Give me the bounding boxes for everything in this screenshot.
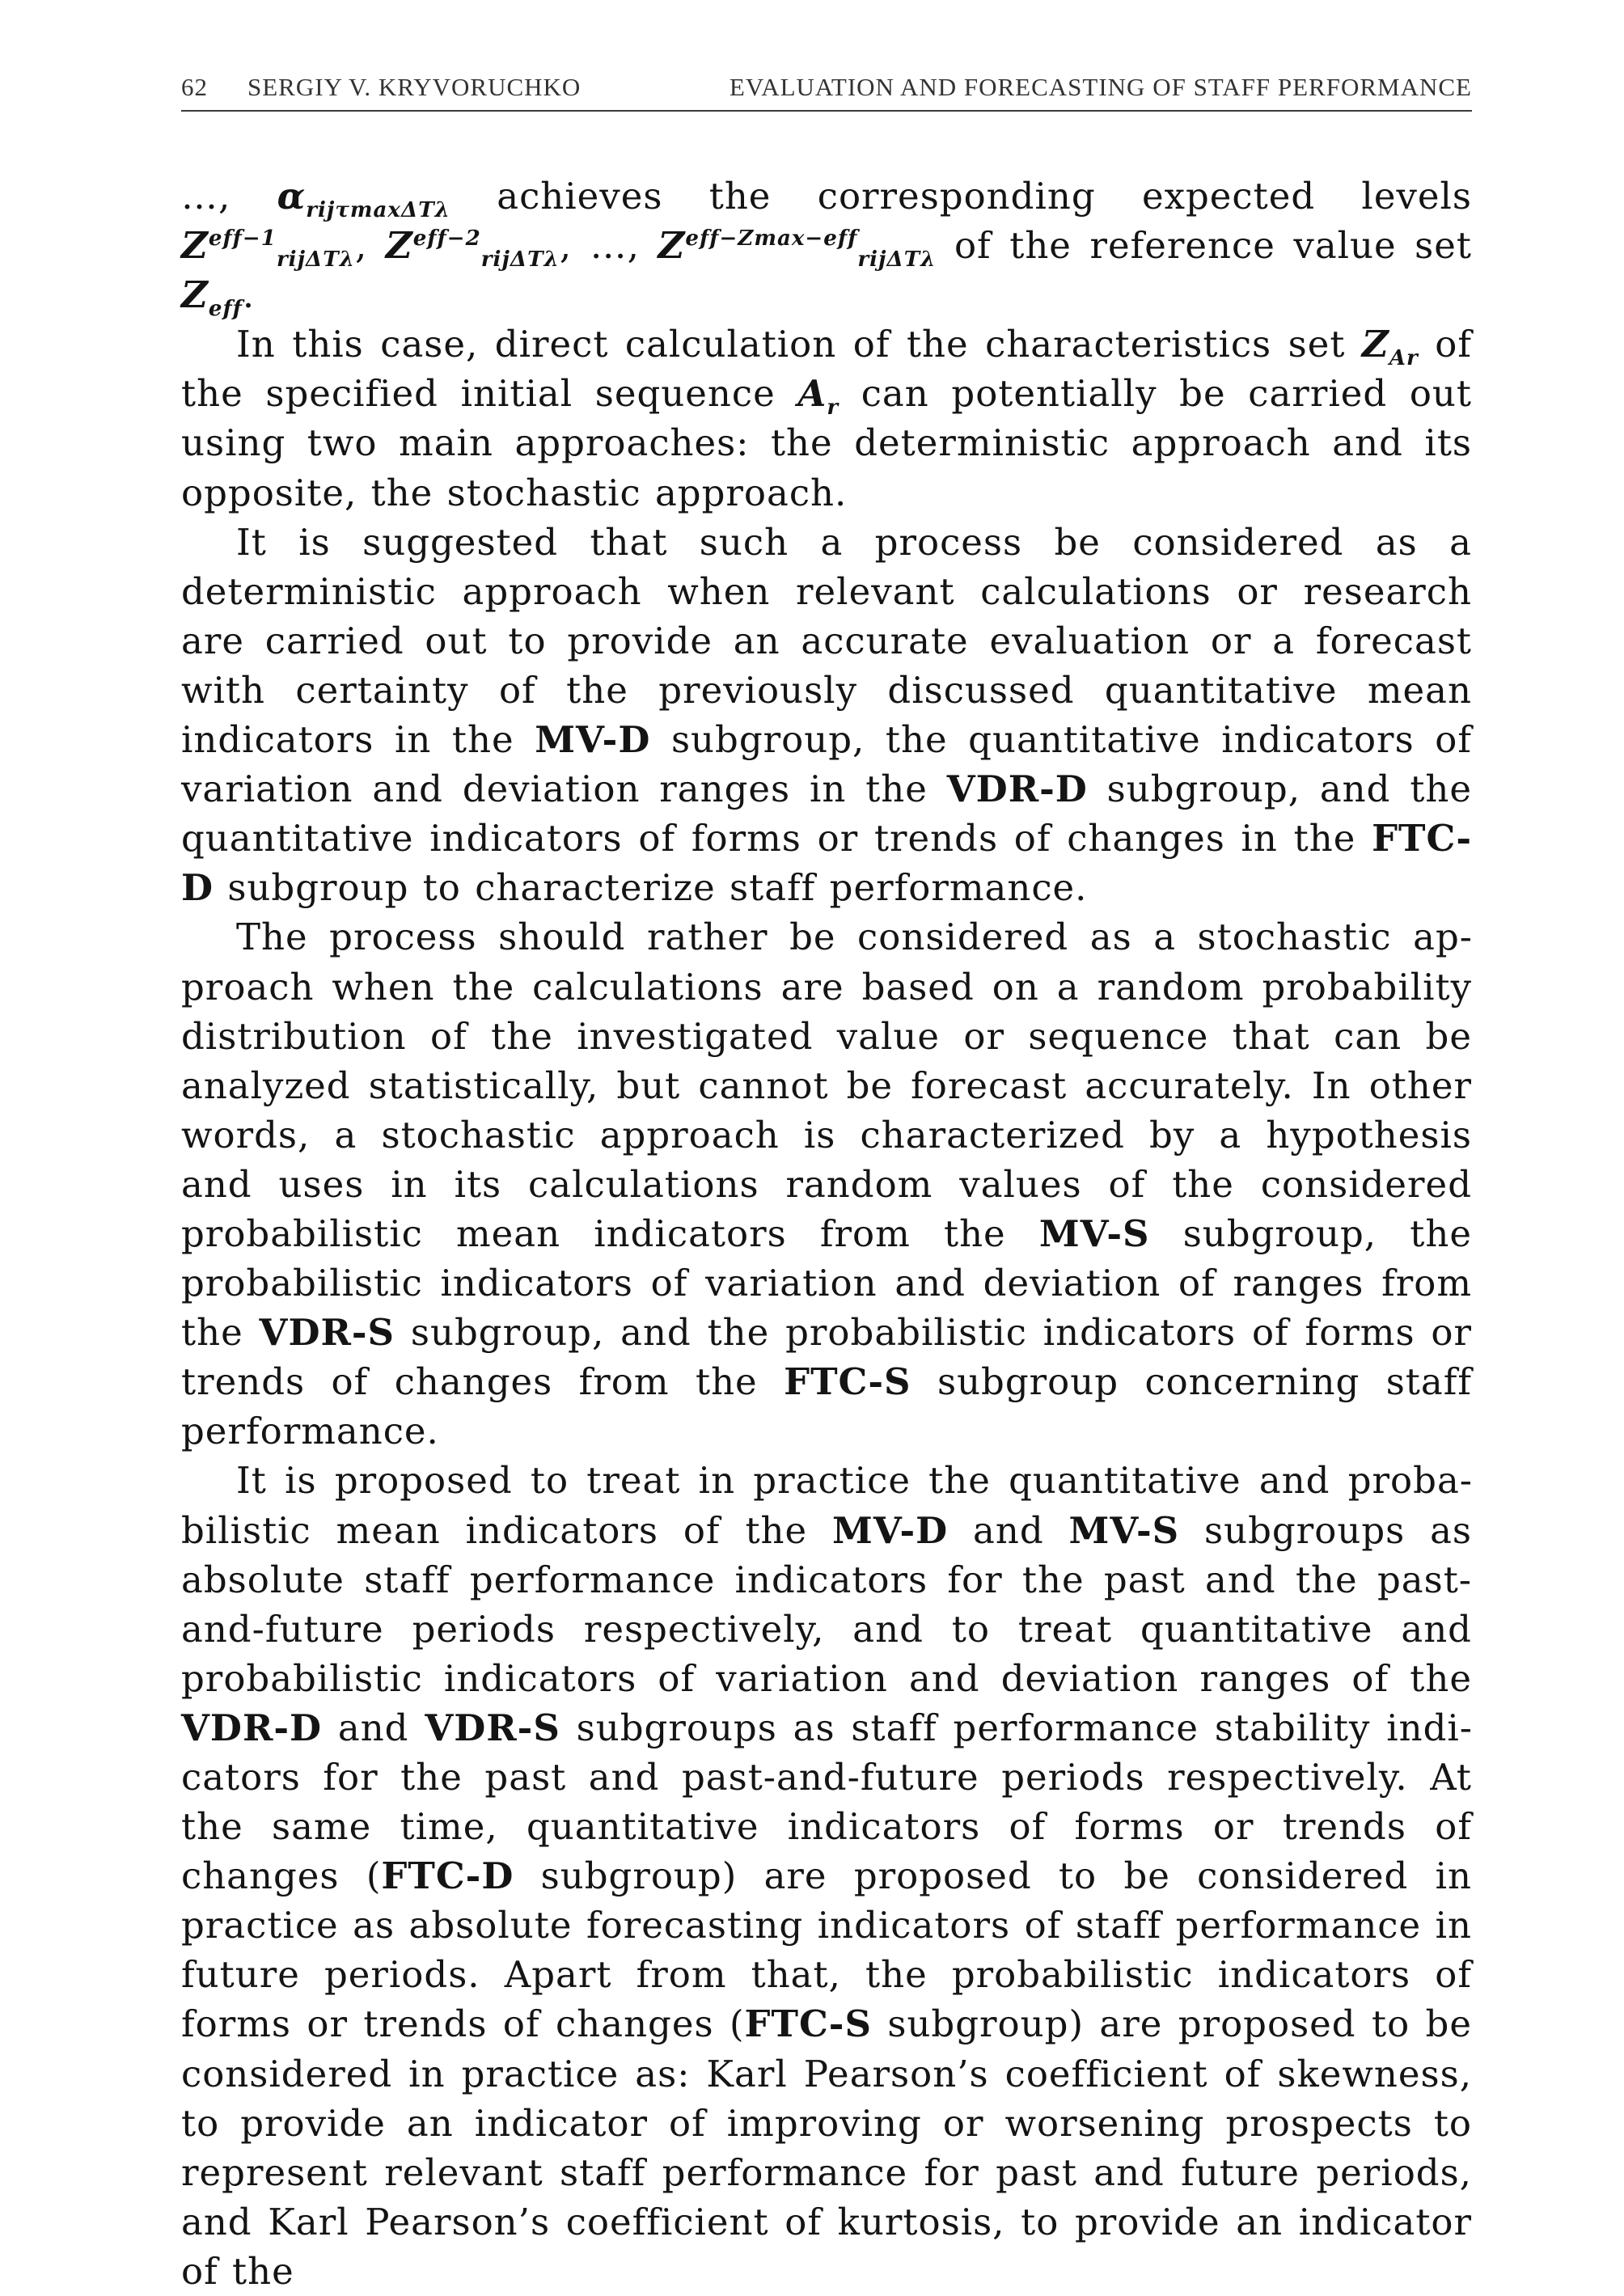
term-ftc-d: FTC-D — [181, 817, 1472, 910]
term-ftc-s: FTC-S — [744, 2002, 872, 2046]
paragraph-3: It is suggested that such a process be considered as a deterministic approach when relevant calculations or research are carried out to provide an accurate evaluation or a forecast with certainty of the previously discussed quantitative mean indicators in the MV-D subgroup, the quantitative indicators of variation and deviation ranges in the VDR-D subgroup, and the quantitative indicators of forms or trends of changes in the FTC-D subgroup to characterize staff performance. — [181, 520, 1473, 910]
term-vdr-s: VDR-S — [425, 1706, 560, 1749]
math-z-eff-max: $Z^{eff-Zmax-eff}_{rij\Delta T\lambda}$ — [658, 224, 937, 273]
term-mv-s: MV-S — [1038, 1211, 1150, 1255]
math-z-eff: $Z_{eff}$ — [181, 273, 243, 322]
term-mv-d: MV-D — [832, 1508, 949, 1552]
math-z-eff-2: $Z^{eff-2}_{rij\Delta T\lambda}$ — [385, 224, 560, 273]
math-alpha: $\alpha_{rij\tau max\Delta T\lambda}$ — [277, 175, 450, 222]
math-z-eff-1: $Z^{eff-1}_{rij\Delta T\lambda}$ — [181, 224, 355, 273]
page-number: 62 — [181, 73, 208, 101]
term-ftc-s: FTC-S — [784, 1360, 911, 1404]
term-mv-d: MV-D — [535, 718, 651, 762]
paragraph-2: In this case, direct calculation of the characteristics set $Z_{Ar}$ of the specified initial sequence $A_r$ can potentially be carried out using two main approaches: the deterministic approach and its opposite, the stochastic approach. — [181, 323, 1472, 514]
term-ftc-d: FTC-D — [381, 1854, 514, 1898]
running-header — [181, 65, 1472, 112]
math-a-r: $A_r$ — [797, 372, 839, 421]
term-vdr-d: VDR-D — [946, 767, 1088, 811]
paragraph-4: The process should rather be considered as a stochastic approach when the calculations are based on a random probability distribution of the investigated value or sequence that can be analyzed statistically, but cannot be forecast accurately. In other words, a stochastic approach is characterized by a hypothesis and uses in its calculations random values of the considered probabilistic mean indicators from the MV-S subgroup, the probabilistic indicators of variation and deviation of ranges from the VDR-S subgroup, and the probabilistic indicators of forms or trends of changes from the FTC-S subgroup concerning staff performance. — [181, 915, 1473, 1453]
page-body — [181, 171, 1472, 2296]
running-author: SERGIY V. KRYVORUCHKO — [247, 73, 582, 101]
paragraph-5: It is proposed to treat in practice the quantitative and probabilistic mean indicators of the MV-D and MV-S subgroups as absolute staff performance indicators for the past and the past-and-future periods respectively, and to treat quantitative and probabilistic indicators of variation and deviation ranges of the VDR-D and VDR-S subgroups as staff performance stability indicators for the past and past-and-future periods respectively. At the same time, quantitative indicators of forms or trends of changes (FTC-D subgroup) are proposed to be considered in practice as absolute forecasting indicators of staff performance in future periods. Apart from that, the probabilistic indicators of forms or trends of changes (FTC-S subgroup) are proposed to be considered in practice as: Karl Pearson’s coefficient of skewness, to provide an indicator of improving or worsening prospects to represent relevant staff performance for past and future periods, and Karl Pearson’s coefficient of kurtosis, to provide an indicator of the — [181, 1459, 1473, 2293]
term-vdr-s: VDR-S — [259, 1311, 395, 1355]
math-z-ar: $Z_{Ar}$ — [1361, 323, 1419, 371]
term-mv-s: MV-S — [1068, 1508, 1180, 1552]
running-title: EVALUATION AND FORECASTING OF STAFF PERFORMANCE — [729, 73, 1472, 101]
term-vdr-d: VDR-D — [181, 1706, 323, 1749]
paragraph-1: …, $\alpha_{rij\tau max\Delta T\lambda}$ achieves the corresponding expected levels $Z^{eff-1}_{rij\Delta T\lambda}$, $Z^{eff-2}_{rij\Delta T\lambda}$, …, $Z^{eff-Zmax-eff}_{rij\Delta T\lambda}$ of the reference value set $Z_{eff}$. — [181, 175, 1472, 322]
